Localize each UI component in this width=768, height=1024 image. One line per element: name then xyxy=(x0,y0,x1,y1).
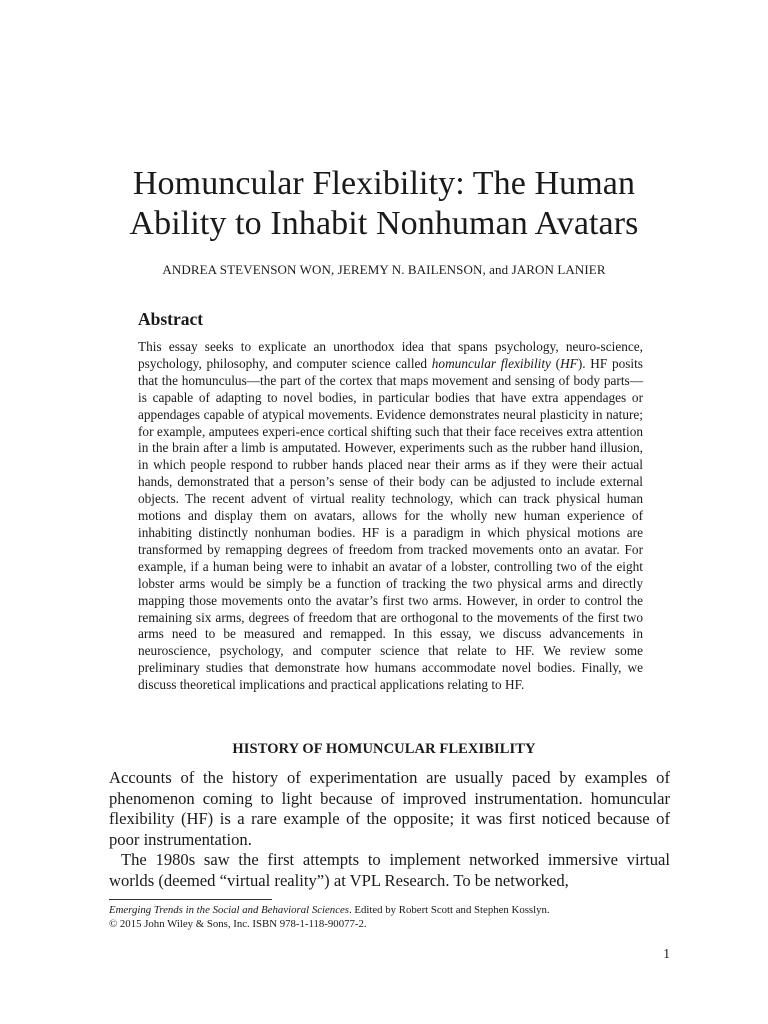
author-list: ANDREA STEVENSON WON, JEREMY N. BAILENSON, and JARON LANIER xyxy=(162,262,606,277)
abstract-abbreviation: HF xyxy=(560,355,578,371)
footnote-copyright: © 2015 John Wiley & Sons, Inc. ISBN 978-1-118-90077-2. xyxy=(109,917,367,930)
abstract-heading: Abstract xyxy=(138,309,204,329)
abstract-term: homuncular flexibility xyxy=(431,355,551,371)
footnote-divider xyxy=(109,899,272,900)
title-line-1: Homuncular Flexibility: The Human xyxy=(132,165,636,202)
footnote-source-line xyxy=(109,904,670,918)
footnote-source-rest: . Edited by Robert Scott and Stephen Kosslyn. xyxy=(349,904,550,916)
section-body xyxy=(109,768,670,892)
paper-title xyxy=(80,164,688,244)
abstract-text-part-1: This essay seeks to explicate an unorthodox idea that spans psychology, neuro-science, psychology, philosophy, and computer science called xyxy=(138,339,643,371)
footnote-source-title: Emerging Trends in the Social and Behavioral Sciences xyxy=(109,904,349,916)
section-heading: HISTORY OF HOMUNCULAR FLEXIBILITY xyxy=(232,741,536,757)
abstract-text-part-3: ). HF posits that the homunculus—the part of the cortex that maps movement and sensing of body parts—is capable of adapting to novel bodies, in particular bodies that have extra appendages or appendages capable of atypical movements. Evidence demonstrates neural plasticity in nature; for example, amputees experi-ence cortical shifting such that their face receives extra attention in the brain after a limb is amputated. However, experiments such as the rubber hand illusion, in which people respond to rubber hands placed near their arms as if they were their actual hands, demonstrated that a person’s sense of their body can be adjusted to include external objects. The recent advent of virtual reality technology, which can track physical human motions and display them on avatars, allows for the wholly new human experience of inhabiting distinctly nonhuman bodies. HF is a paradigm in which physical motions are transformed by remapping degrees of freedom from tracked movements onto an avatar. For example, if a human being were to inhabit an avatar of a lobster, controlling two of the eight lobster arms would be simply be a function of tracking the two physical arms and directly mapping those movements onto the avatar’s first two arms. However, in order to control the remaining six arms, degrees of freedom that are orthogonal to the movements of the first two arms need to be measured and remapped. In this essay, we discuss advancements in neuroscience, psychology, and computer science that relate to HF. We review some preliminary studies that demonstrate how humans accommodate novel bodies. Finally, we discuss theoretical implications and practical applications relating to HF. xyxy=(138,355,643,693)
page-number: 1 xyxy=(663,946,670,961)
footnote xyxy=(109,904,670,931)
abstract-text xyxy=(138,339,643,694)
abstract-text-part-2: ( xyxy=(550,355,561,371)
body-paragraph-2: The 1980s saw the first attempts to implement networked immersive virtual worlds (deemed “virtual reality”) at VPL Research. To be networked, xyxy=(109,850,670,890)
body-paragraph-1: Accounts of the history of experimentation are usually paced by examples of phenomenon coming to light because of improved instrumentation. homuncular flexibility (HF) is a rare example of the opposite; it was first noticed because of poor instrumentation. xyxy=(109,768,670,849)
title-line-2: Ability to Inhabit Nonhuman Avatars xyxy=(129,205,639,242)
